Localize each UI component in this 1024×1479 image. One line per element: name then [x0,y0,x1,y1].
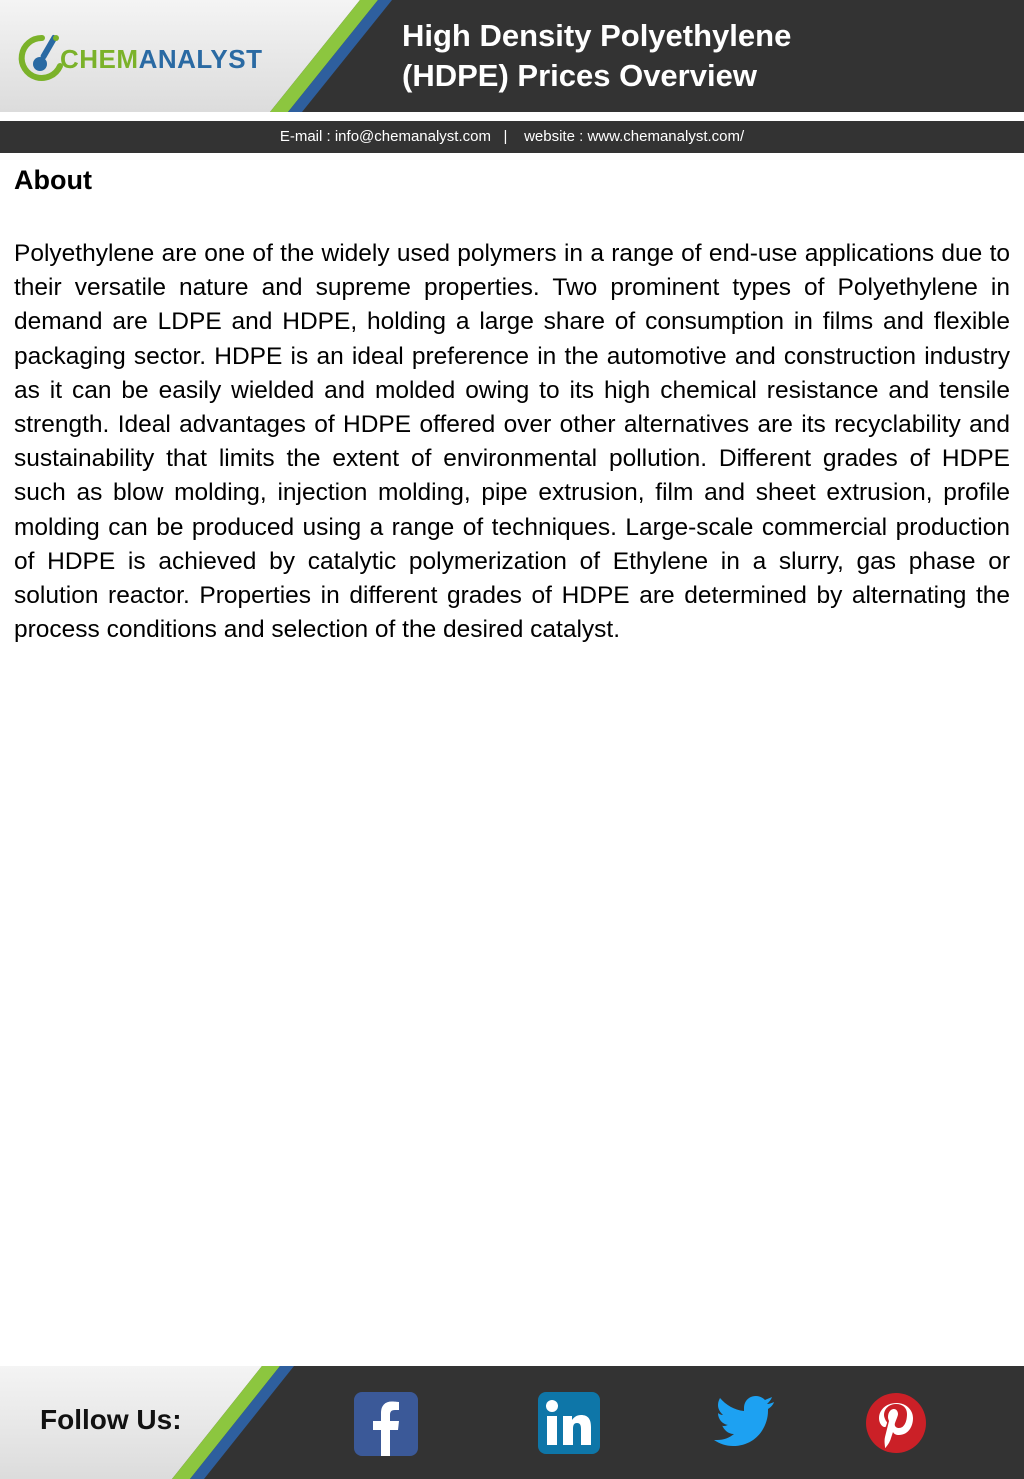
page-title-line-2: (HDPE) Prices Overview [402,58,757,93]
linkedin-icon[interactable] [538,1392,600,1454]
page-header [0,0,1024,112]
page-footer [0,1366,1024,1479]
contact-separator: | [503,128,508,145]
follow-us-label: Follow Us: [40,1404,182,1435]
email-link[interactable]: E-mail : info@chemanalyst.com [279,128,491,145]
page-title [402,16,1002,96]
twitter-icon[interactable] [712,1392,776,1452]
logo-wordmark [60,44,262,75]
pinterest-icon[interactable] [865,1392,927,1454]
page-title-line-1: High Density Polyethylene [402,18,792,53]
chemanalyst-logo[interactable] [12,26,302,86]
facebook-icon[interactable] [354,1392,418,1456]
logo-text-chem: CHEM [60,44,139,74]
about-paragraph: Polyethylene are one of the widely used polymers in a range of end-use applications due to their versatile nature and supreme properties. Two prominent types of Polyethylene in demand are LDPE and HDPE, holding a large share of consumption in films and flexible packaging sector. HDPE is an ideal preference in the automotive and construction industry as it can be easily wielded and molded owing to its high chemical resistance and tensile strength. Ideal advantages of HDPE offered over other alternatives are its recyclability and sustainability that limits the extent of environmental pollution. Different grades of HDPE such as blow molding, injection molding, pipe extrusion, film and sheet extrusion, profile molding can be produced using a range of techniques. Large-scale commercial production of HDPE is achieved by catalytic polymerization of Ethylene in a slurry, gas phase or solution reactor. Properties in different grades of HDPE are determined by alternating the process conditions and selection of the desired catalyst. [14,240,1010,644]
contact-bar [0,121,1024,153]
about-heading: About [14,165,92,195]
logo-text-analyst: ANALYST [138,44,263,74]
website-link[interactable]: website : www.chemanalyst.com/ [524,128,745,145]
